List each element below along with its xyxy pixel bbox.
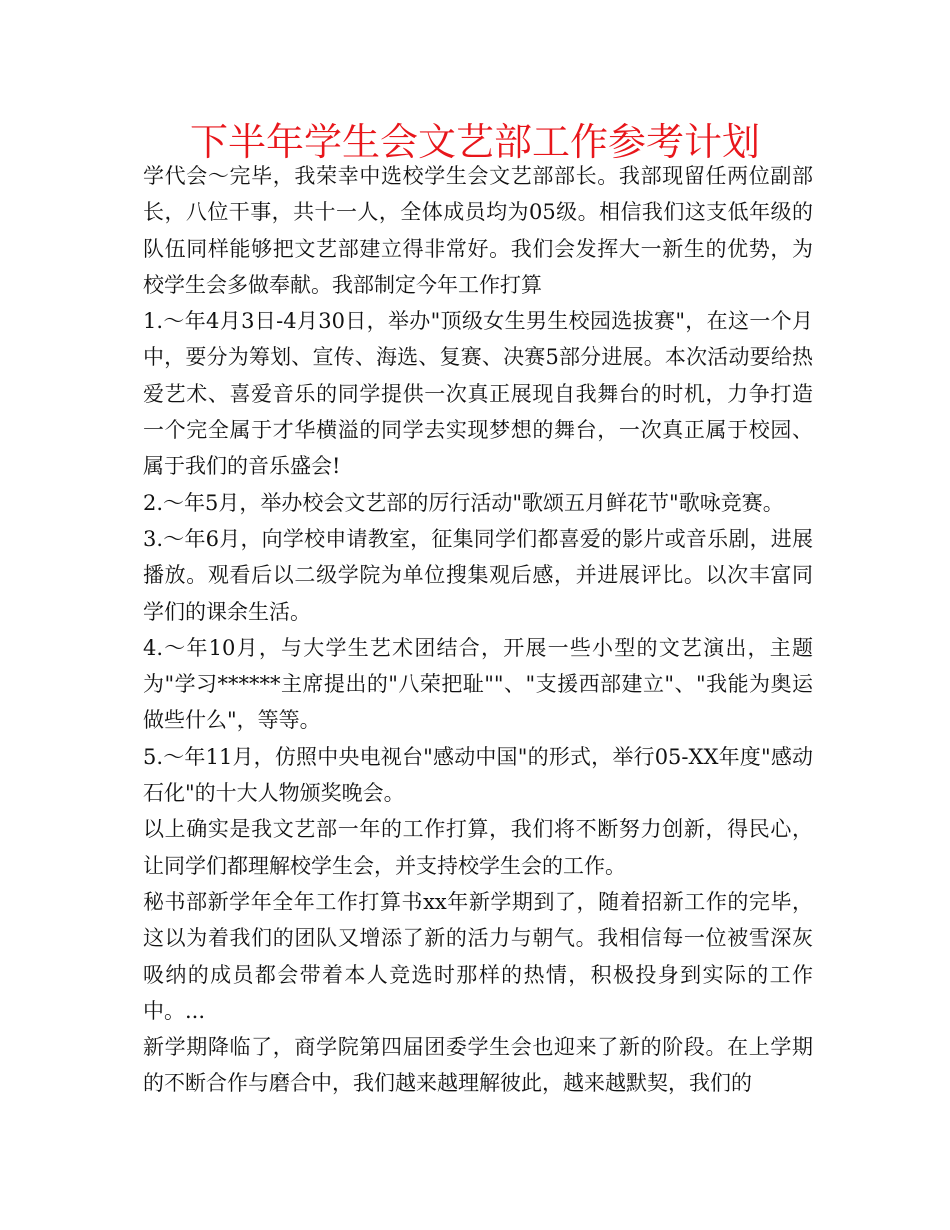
document-body (143, 158, 813, 1102)
paragraph-item-5: 5.～年11月，仿照中央电视台"感动中国"的形式，举行05-XX年度"感动石化"的十大人物颁奖晚会。 (143, 744, 813, 806)
paragraph-secretariat: 秘书部新学年全年工作打算书xx年新学期到了，随着招新工作的完毕，这以为着我们的团队又增添了新的活力与朝气。我相信每一位被雪深灰吸纳的成员都会带着本人竞选时那样的热情，积极投身到实际的工作中。... (143, 889, 813, 1023)
paragraph-item-2: 2.～年5月，举办校会文艺部的厉行活动"歌颂五月鲜花节"歌咏竞赛。 (143, 490, 784, 515)
paragraph-item-4: 4.～年10月，与大学生艺术团结合，开展一些小型的文艺演出，主题为"学习******主席提出的"八荣把耻""、"支援西部建立"、"我能为奥运做些什么"，等等。 (143, 635, 813, 733)
document-title: 下半年学生会文艺部工作参考计划 (189, 120, 760, 164)
paragraph-new-semester: 新学期降临了，商学院第四届团委学生会也迎来了新的阶段。在上学期的不断合作与磨合中，我们越来越理解彼此，越来越默契，我们的 (143, 1035, 813, 1096)
paragraph-intro: 学代会～完毕，我荣幸中选校学生会文艺部部长。我部现留任两位副部长，八位干事，共十一人，全体成员均为05级。相信我们这支低年级的队伍同样能够把文艺部建立得非常好。我们会发挥大一新生的优势，为校学生会多做奉献。我部制定今年工作打算 (143, 164, 813, 297)
paragraph-item-3: 3.～年6月，向学校申请教室，征集同学们都喜爱的影片或音乐剧，进展播放。观看后以二级学院为单位搜集观后感，并进展评比。以次丰富同学们的课余生活。 (143, 526, 813, 624)
paragraph-item-1: 1.～年4月3日-4月30日，举办"顶级女生男生校园选拔赛"，在这一个月中，要分为筹划、宣传、海选、复赛、决赛5部分进展。本次活动要给热爱艺术、喜爱音乐的同学提供一次真正展现自我舞台的时机，力争打造一个完全属于才华横溢的同学去实现梦想的舞台，一次真正属于校园、属于我们的音乐盛会! (143, 309, 813, 479)
paragraph-summary: 以上确实是我文艺部一年的工作打算，我们将不断努力创新，得民心，让同学们都理解校学生会，并支持校学生会的工作。 (143, 817, 813, 878)
